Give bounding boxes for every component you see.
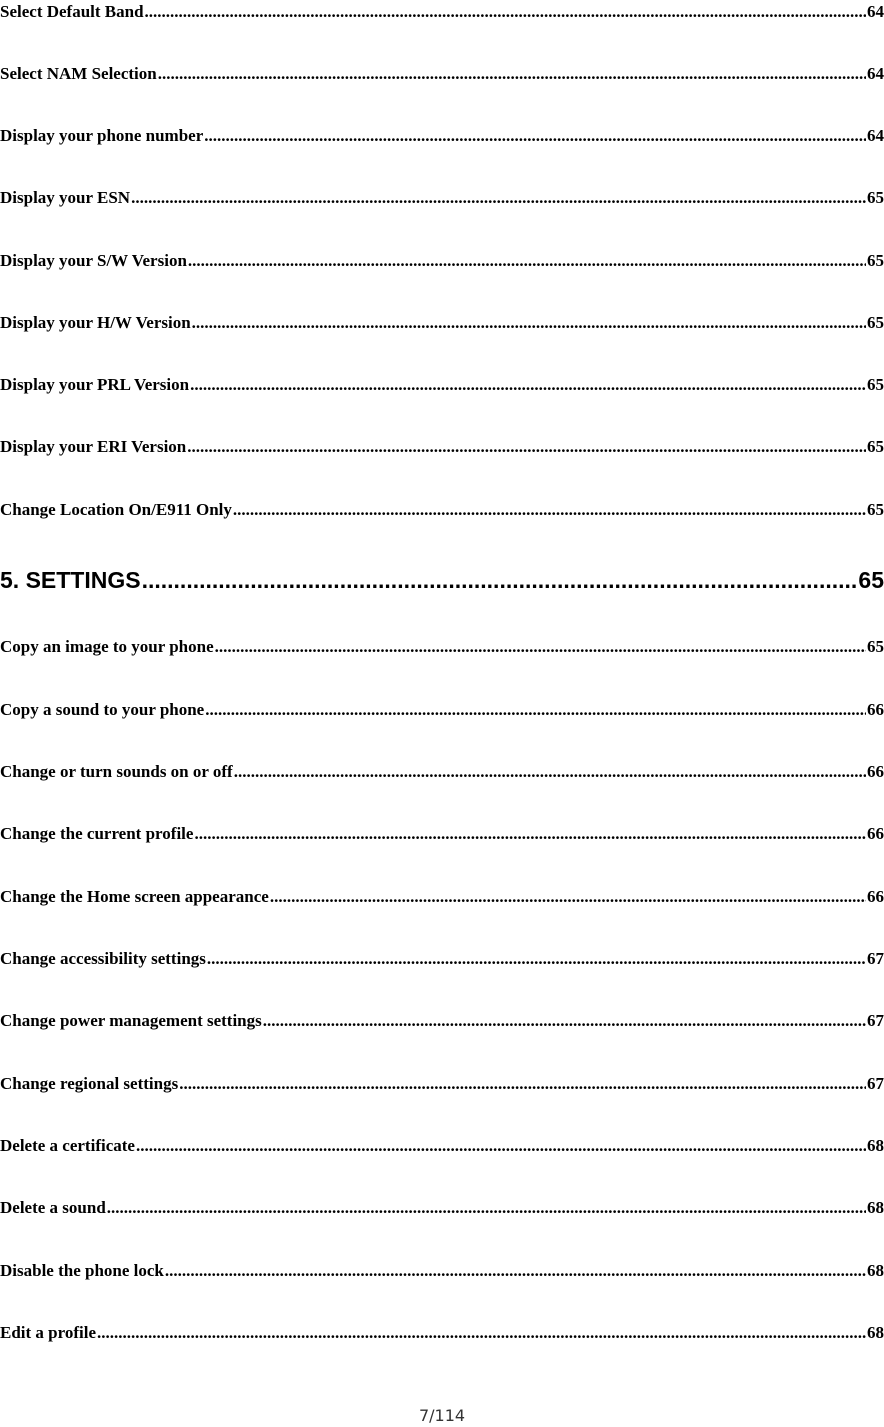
toc-entry[interactable]: [0, 818, 884, 844]
toc-entry-page: 67: [867, 1074, 884, 1093]
toc-entry-title: Display your ERI Version: [0, 437, 187, 456]
toc-entry-page: 64: [867, 126, 884, 145]
toc-dot-leader: [131, 191, 866, 208]
toc-dot-leader: [190, 378, 866, 395]
toc-dot-leader: [187, 440, 866, 457]
toc-dot-leader: [158, 67, 866, 84]
toc-entry-title: Disable the phone lock: [0, 1261, 164, 1280]
toc-entry-page: 65: [867, 437, 884, 456]
toc-entry-title: Change regional settings: [0, 1074, 179, 1093]
toc-entry-page: 65: [867, 500, 884, 519]
toc-dot-leader: [194, 827, 866, 844]
toc-entry[interactable]: [0, 58, 884, 84]
toc-entry[interactable]: [0, 881, 884, 907]
toc-entry[interactable]: [0, 1317, 884, 1343]
toc-entry[interactable]: [0, 431, 884, 457]
toc-entry[interactable]: [0, 756, 884, 782]
toc-entry[interactable]: [0, 1130, 884, 1156]
toc-entry-title: Change power management settings: [0, 1011, 262, 1030]
toc-dot-leader: [263, 1014, 866, 1031]
toc-dot-leader: [204, 129, 866, 146]
toc-dot-leader: [145, 5, 866, 22]
toc-entry[interactable]: [0, 120, 884, 146]
toc-dot-leader: [270, 890, 866, 907]
toc-entry[interactable]: [0, 307, 884, 333]
toc-entry-title: Delete a certificate: [0, 1136, 135, 1155]
toc-dot-leader: [179, 1077, 866, 1094]
toc-section-page: 65: [858, 567, 884, 593]
toc-entry-title: Display your S/W Version: [0, 251, 187, 270]
toc-entry-page: 65: [867, 637, 884, 656]
toc-dot-leader: [192, 316, 866, 333]
toc-entry-page: 68: [867, 1323, 884, 1342]
toc-entry-page: 68: [867, 1198, 884, 1217]
toc-entry-title: Change accessibility settings: [0, 949, 206, 968]
toc-entry[interactable]: [0, 631, 884, 657]
toc-entry[interactable]: [0, 943, 884, 969]
toc-entry-title: Select Default Band: [0, 2, 144, 21]
toc-entry-title: Change or turn sounds on or off: [0, 762, 233, 781]
toc-entry-title: Edit a profile: [0, 1323, 97, 1342]
toc-entry-page: 67: [867, 949, 884, 968]
toc-entry-page: 65: [867, 313, 884, 332]
toc-entry-page: 66: [867, 824, 884, 843]
toc-dot-leader: [165, 1264, 866, 1281]
toc-entry-page: 66: [867, 700, 884, 719]
toc-entry[interactable]: [0, 182, 884, 208]
toc-entry-title: Copy an image to your phone: [0, 637, 214, 656]
page-number-footer: 7/114: [418, 1406, 466, 1425]
toc-dot-leader: [136, 1139, 866, 1156]
toc-entry[interactable]: [0, 245, 884, 271]
toc-dot-leader: [207, 952, 866, 969]
toc-dot-leader: [215, 640, 866, 657]
toc-entry-title: Select NAM Selection: [0, 64, 157, 83]
toc-entry-title: Display your ESN: [0, 188, 131, 207]
toc-entry-title: Display your H/W Version: [0, 313, 191, 332]
toc-entry-page: 65: [867, 188, 884, 207]
toc-dot-leader: [142, 570, 858, 593]
toc-entry[interactable]: [0, 1068, 884, 1094]
toc-entry-title: Display your phone number: [0, 126, 204, 145]
toc-entry-page: 67: [867, 1011, 884, 1030]
toc-entry[interactable]: [0, 369, 884, 395]
toc-dot-leader: [233, 503, 866, 520]
toc-entry-page: 64: [867, 64, 884, 83]
toc-dot-leader: [205, 703, 866, 720]
toc-section-title: 5. SETTINGS: [0, 567, 141, 593]
toc-entry-title: Change Location On/E911 Only: [0, 500, 232, 519]
toc-dot-leader: [97, 1326, 866, 1343]
toc-section-heading[interactable]: [0, 561, 884, 593]
toc-entry[interactable]: [0, 1005, 884, 1031]
toc-entry[interactable]: [0, 0, 884, 22]
toc-entry-title: Copy a sound to your phone: [0, 700, 205, 719]
toc-entry-page: 66: [867, 762, 884, 781]
toc-dot-leader: [234, 765, 866, 782]
toc-entry-page: 68: [867, 1136, 884, 1155]
toc-entry-page: 65: [867, 375, 884, 394]
toc-entry-page: 65: [867, 251, 884, 270]
toc-entry-page: 64: [867, 2, 884, 21]
toc-dot-leader: [107, 1201, 866, 1218]
toc-entry-title: Change the Home screen appearance: [0, 887, 269, 906]
toc-entry-title: Display your PRL Version: [0, 375, 190, 394]
toc-entry[interactable]: [0, 694, 884, 720]
toc-entry[interactable]: [0, 1255, 884, 1281]
toc-dot-leader: [188, 254, 866, 271]
toc-entry-title: Delete a sound: [0, 1198, 106, 1217]
toc-entry-page: 66: [867, 887, 884, 906]
toc-entry[interactable]: [0, 494, 884, 520]
toc-entry[interactable]: [0, 1192, 884, 1218]
toc-entry-title: Change the current profile: [0, 824, 194, 843]
toc-entry-page: 68: [867, 1261, 884, 1280]
